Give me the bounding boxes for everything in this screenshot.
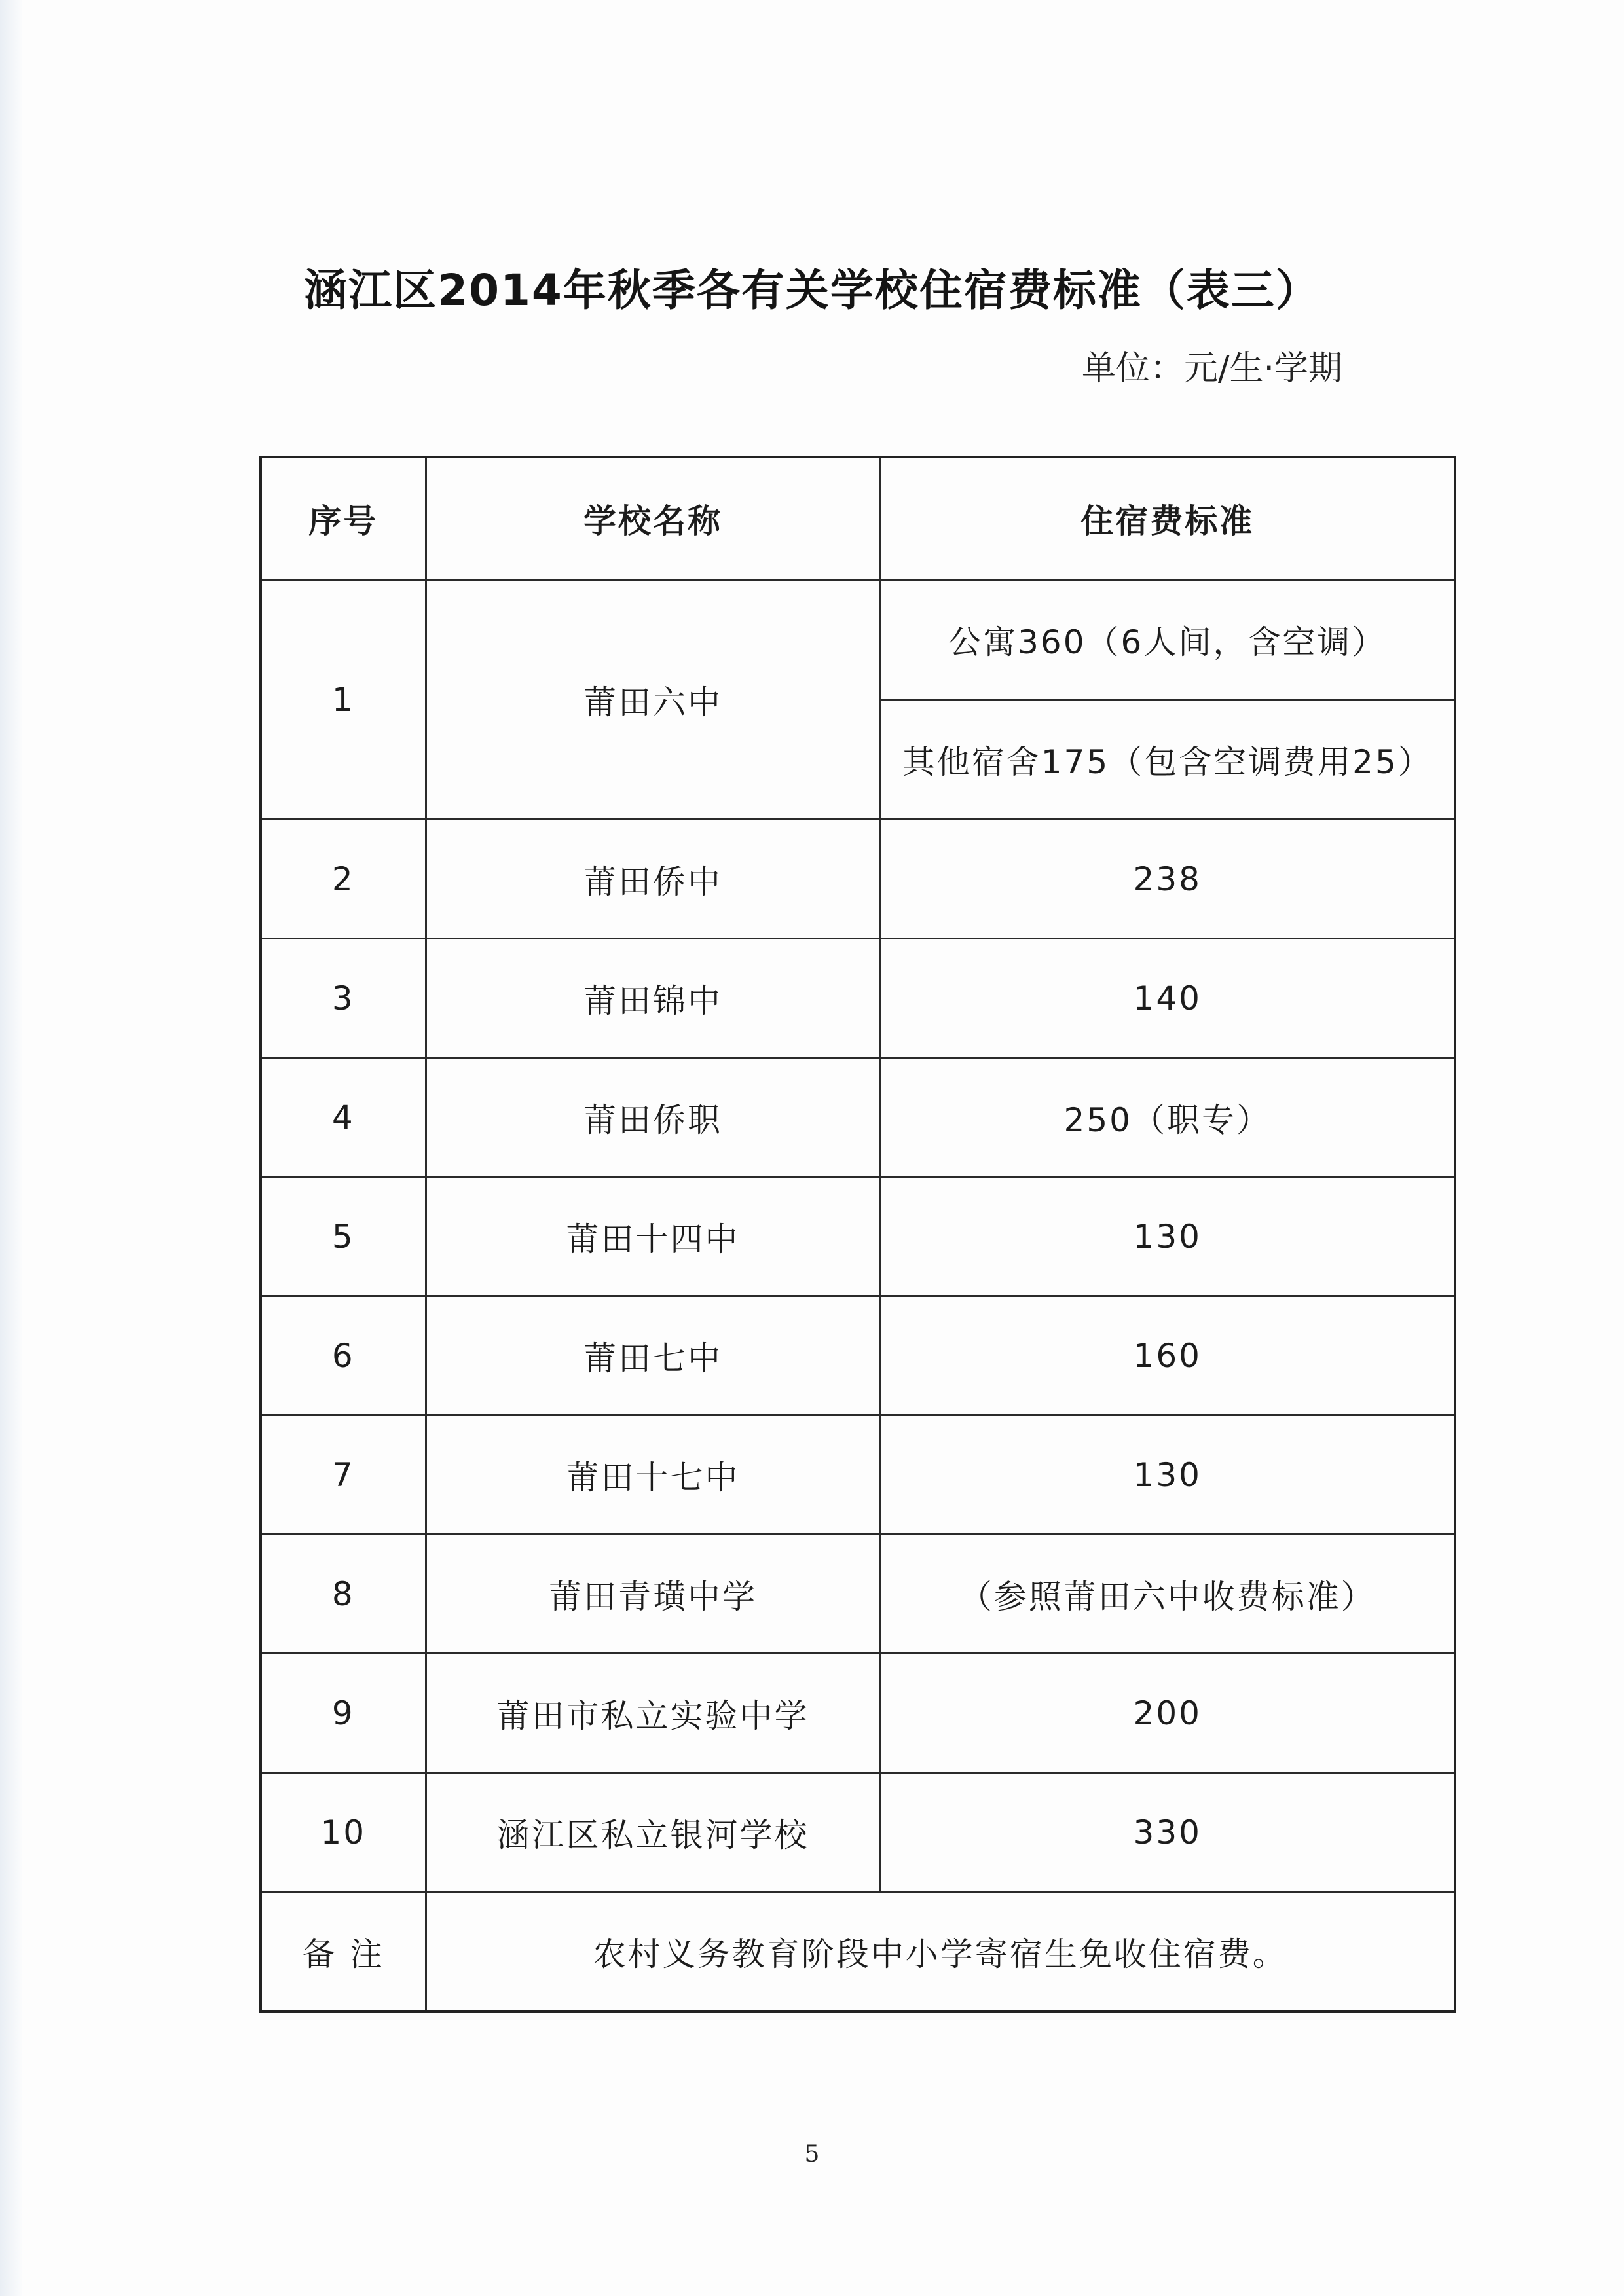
- table-row: [261, 1177, 1455, 1296]
- row-school: 莆田侨职: [426, 1058, 880, 1177]
- header-fee: 住宿费标准: [880, 457, 1455, 580]
- row-school: 涵江区私立银河学校: [426, 1773, 880, 1892]
- table-row: [261, 1654, 1455, 1773]
- row-school: 莆田七中: [426, 1296, 880, 1415]
- table-row: [261, 1058, 1455, 1177]
- document-title: 涵江区2014年秋季各有关学校住宿费标准（表三）: [304, 265, 1320, 316]
- row-fee: 160: [880, 1296, 1455, 1415]
- row-no: 8: [261, 1535, 426, 1654]
- header-school: 学校名称: [426, 457, 880, 580]
- table-row: [261, 580, 1455, 700]
- row-fee: 130: [880, 1177, 1455, 1296]
- row-fee: 250（职专）: [880, 1058, 1455, 1177]
- table-row: [261, 939, 1455, 1058]
- header-no: 序号: [261, 457, 426, 580]
- remark-text: 农村义务教育阶段中小学寄宿生免收住宿费。: [426, 1892, 1455, 2012]
- row-school: 莆田六中: [426, 580, 880, 820]
- row-fee: 公寓360（6人间，含空调）: [880, 580, 1455, 700]
- table-row: [261, 1296, 1455, 1415]
- table-header-row: [261, 457, 1455, 580]
- table-row: [261, 820, 1455, 939]
- remark-label: 备 注: [261, 1892, 426, 2012]
- row-school: 莆田青璜中学: [426, 1535, 880, 1654]
- remark-row: [261, 1892, 1455, 2012]
- row-no: 1: [261, 580, 426, 820]
- row-school: 莆田十四中: [426, 1177, 880, 1296]
- row-fee: 238: [880, 820, 1455, 939]
- unit-note: 单位：元/生·学期: [1081, 349, 1342, 388]
- row-school: 莆田侨中: [426, 820, 880, 939]
- row-school: 莆田市私立实验中学: [426, 1654, 880, 1773]
- row-fee: （参照莆田六中收费标准）: [880, 1535, 1455, 1654]
- page-number: 5: [804, 2141, 820, 2168]
- row-school: 莆田十七中: [426, 1415, 880, 1535]
- table-row: [261, 1415, 1455, 1535]
- row-no: 6: [261, 1296, 426, 1415]
- row-no: 9: [261, 1654, 426, 1773]
- table-row: [261, 1773, 1455, 1892]
- row-no: 5: [261, 1177, 426, 1296]
- row-fee: 130: [880, 1415, 1455, 1535]
- table-row: [261, 1535, 1455, 1654]
- scan-edge: [0, 0, 22, 2296]
- boarding-fee-table: [259, 456, 1456, 2013]
- row-fee: 140: [880, 939, 1455, 1058]
- row-school: 莆田锦中: [426, 939, 880, 1058]
- row-fee: 330: [880, 1773, 1455, 1892]
- row-no: 2: [261, 820, 426, 939]
- row-no: 7: [261, 1415, 426, 1535]
- row-no: 10: [261, 1773, 426, 1892]
- row-fee: 200: [880, 1654, 1455, 1773]
- row-fee: 其他宿舍175（包含空调费用25）: [880, 700, 1455, 820]
- row-no: 4: [261, 1058, 426, 1177]
- row-no: 3: [261, 939, 426, 1058]
